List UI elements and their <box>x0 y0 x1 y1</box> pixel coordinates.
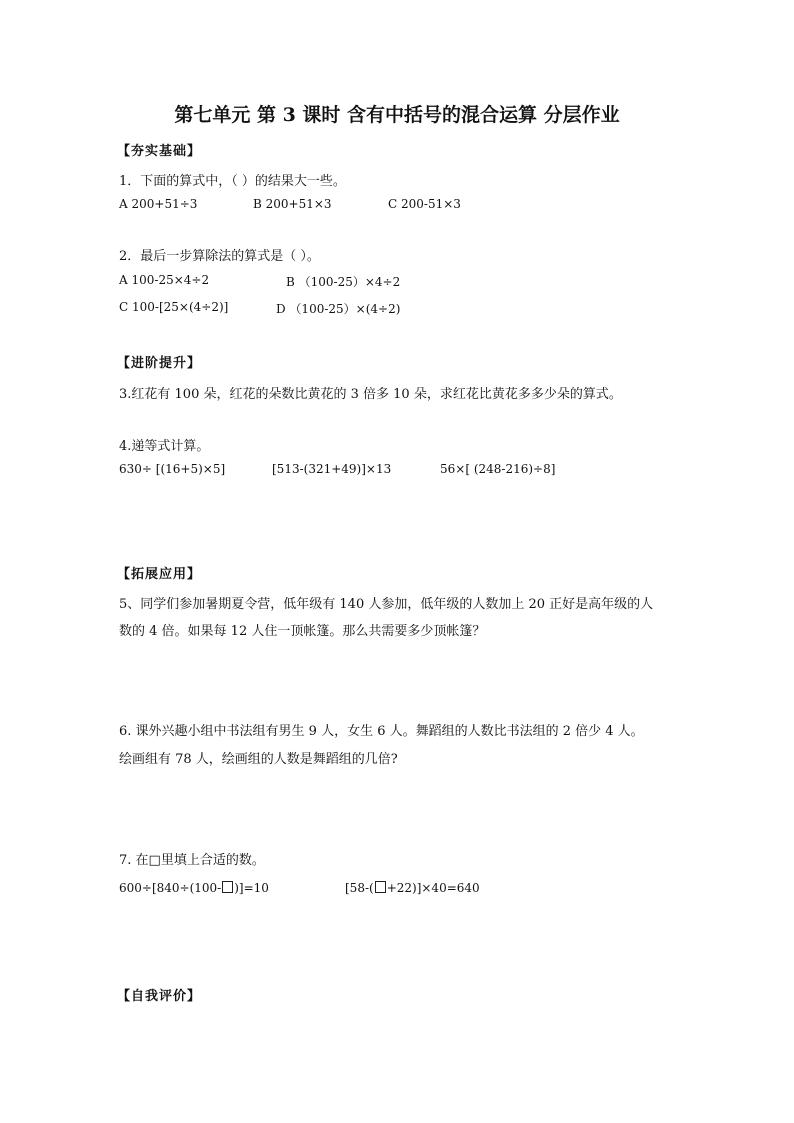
section-basic: 【夯实基础】 <box>117 144 202 159</box>
q4-expr-2: [513-(321+49)]×13 <box>272 462 392 476</box>
question-6-line-1: 6. 课外兴趣小组中书法组有男生 9 人，女生 6 人。舞蹈组的人数比书法组的 2 倍少 4 人。 <box>119 724 644 739</box>
question-5-line-2: 数的 4 倍。如果每 12 人住一顶帐篷。那么共需要多少顶帐篷？ <box>119 624 486 639</box>
q1-option-c: C 200-51×3 <box>388 197 461 211</box>
question-2: 2．最后一步算除法的算式是（ ）。 <box>119 249 320 264</box>
q4-expr-1: 630÷ [(16+5)×5] <box>119 462 226 476</box>
q1-option-a: A 200+51÷3 <box>119 197 198 211</box>
question-7: 7. 在□里填上合适的数。 <box>119 853 265 868</box>
question-6-line-2: 绘画组有 78 人，绘画组的人数是舞蹈组的几倍? <box>119 752 398 767</box>
q7-expr-1-end: )]=10 <box>234 881 269 895</box>
question-5-line-1: 5、同学们参加暑期夏令营，低年级有 140 人参加，低年级的人数加上 20 正好是高年级的人 <box>119 597 654 612</box>
q7-expr-1 <box>119 881 269 895</box>
q7-expr-2 <box>345 881 480 895</box>
question-4: 4.递等式计算。 <box>119 439 210 454</box>
q7-expr-2-end: +22)]×40=640 <box>386 881 480 895</box>
q2-option-d: D （100-25）×(4÷2) <box>276 302 401 316</box>
question-3: 3.红花有 100 朵，红花的朵数比黄花的 3 倍多 10 朵，求红花比黄花多多少朵的算式。 <box>119 387 622 402</box>
q7-expr-1-start: 600÷[840÷(100- <box>119 881 222 895</box>
q7-expr-2-start: [58-( <box>345 881 374 895</box>
blank-box-1[interactable] <box>222 881 233 893</box>
q4-expr-3: 56×[ (248-216)÷8] <box>440 462 556 476</box>
blank-box-2[interactable] <box>375 881 386 893</box>
section-advanced: 【进阶提升】 <box>117 356 202 371</box>
q1-option-b: B 200+51×3 <box>253 197 332 211</box>
q2-option-b: B （100-25）×4÷2 <box>286 275 401 289</box>
page-title: 第七单元 第 3 课时 含有中括号的混合运算 分层作业 <box>174 104 620 126</box>
section-extend: 【拓展应用】 <box>117 567 202 582</box>
q2-option-a: A 100-25×4÷2 <box>119 273 210 287</box>
section-self-evaluation: 【自我评价】 <box>117 989 202 1004</box>
q2-option-c: C 100-[25×(4÷2)] <box>119 300 229 314</box>
question-1: 1．下面的算式中，（ ）的结果大一些。 <box>119 174 346 189</box>
